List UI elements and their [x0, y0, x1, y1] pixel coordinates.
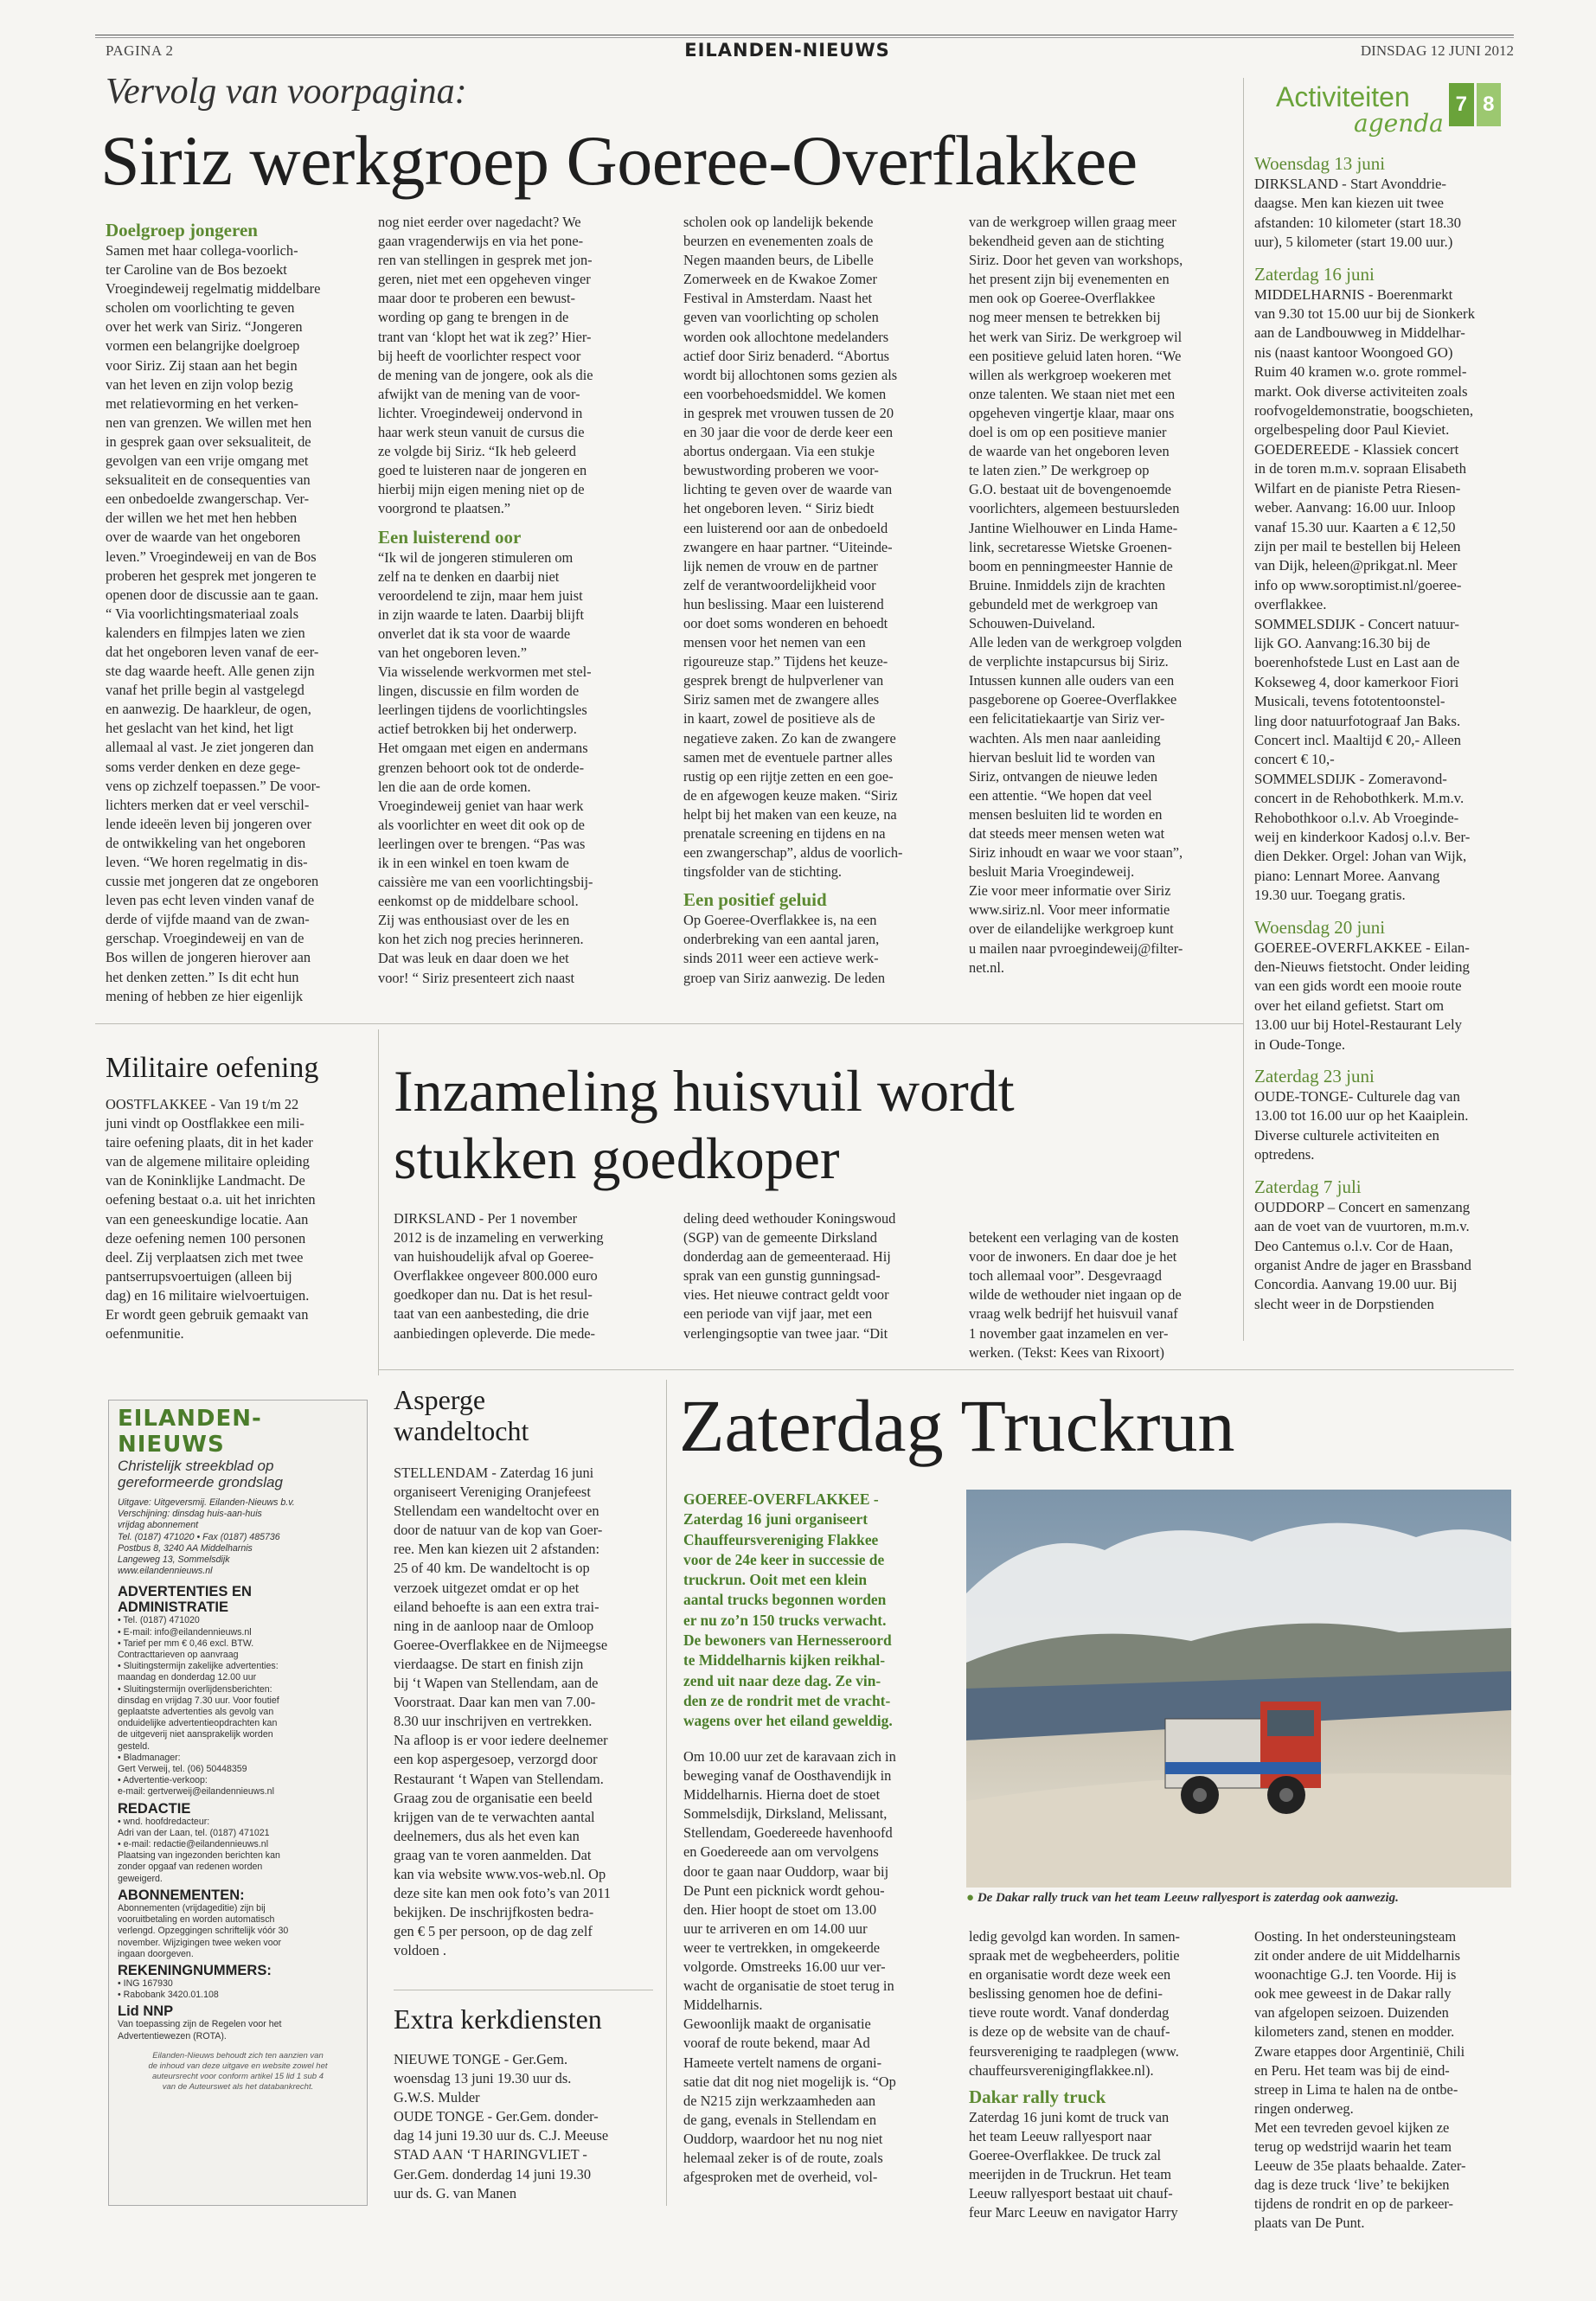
siriz-col-4 — [969, 213, 1233, 1015]
truckrun-col-2 — [969, 1927, 1233, 2221]
colofon-heading-ads: ADVERTENTIES EN ADMINISTRATIE — [118, 1584, 252, 1616]
colofon-rekening: • ING 167930 • Rabobank 3420.01.108 — [118, 1977, 219, 2001]
agenda-list — [1254, 145, 1514, 1314]
colofon-heading-abonnementen: ABONNEMENTEN: — [118, 1887, 245, 1903]
top-rule-thin — [95, 37, 1514, 38]
agenda-day: Zaterdag 16 juni — [1254, 263, 1375, 285]
huisvuil-headline: Inzameling huisvuil wordt stukken goedkoper — [394, 1058, 1015, 1191]
truckrun-headline: Zaterdag Truckrun — [679, 1384, 1235, 1467]
agenda-body: GOEREE-OVERFLAKKEE - Eilan- den-Nieuws fietstocht. Onder leiding van een gids wordt een mooie route over het eiland gefietst. Start om 13.00 uur bij Hotel-Restaurant Lely in Oude-Tonge. — [1254, 939, 1470, 1053]
agenda-body: OUDDORP – Concert en samenzang aan de voet van de vuurtoren, m.m.v. Deo Cantemus o.l.v. Cor de Haan, organist Andre de jager en Brassband Concordia. Aanvang 19.00 uur. Bij slecht weer in de Dorpstienden — [1254, 1198, 1471, 1312]
masthead: EILANDEN-NIEUWS — [684, 40, 890, 61]
huisvuil-text-3: betekent een verlaging van de kosten voor de inwoners. En daar doe je het toch allemaal voor”. Desgevraagd wilde de wethouder niet ingaan op de vraag welk bedrijf het huisvuil vanaf 1 november gaat inzamelen en ver- werken. (Tekst: Kees van Rixoort) — [969, 1229, 1182, 1361]
agenda-logo-bottom: agenda — [1354, 109, 1444, 138]
truckrun-text-2a: ledig gevolgd kan worden. In samen- spraak met de wegbeheerders, politie en organisatie wordt deze week een beslissing genomen hoe de defini- tieve route wordt. Vanaf donderdag is deze op de website van de chauf- feursvereniging te raadplegen (www. chauffeursverenigingflakkee.nl). — [969, 1928, 1180, 2079]
agenda-day: Zaterdag 7 juli — [1254, 1176, 1362, 1197]
agenda-logo — [1250, 78, 1518, 147]
colofon-intro: Uitgave: Uitgeversmij. Eilanden-Nieuws b.v. Verschijning: dinsdag huis-aan-huis vrijdag abonnement Tel. (0187) 471020 • Fax (0187) 485736 Postbus 8, 3240 AA Middelharnis Langeweg 13, Sommelsdijk www.eilandennieuws.nl — [118, 1497, 295, 1577]
truckrun-lead: GOEREE-OVERFLAKKEE - Zaterdag 16 juni organiseert Chauffeursvereniging Flakkee voor de 24e keer in successie de truckrun. Ooit met een klein aantal trucks begonnen worden er nu zo’n 150 trucks verwacht. De bewoners van Hernesseroord te Middelharnis kijken reikhal- zend uit naar deze dag. Ze vin- den ze de rondrit met de vracht- wagens over het eiland geweldig. — [683, 1490, 893, 1730]
siriz-text-1: Samen met haar collega-voorlich- ter Caroline van de Bos bezoekt Vroegindeweij regelmatig middelbare scholen om voorlichting te geven over het werk van Siriz. “Jongeren vormen een belangrijke doelgroep voor Siriz. Zij staan aan het begin van het leven en zijn volop bezig met relatievorming en het verken- nen van grenzen. We willen met hen in gesprek gaan over seksualiteit, de gevolgen van een vrije omgang met seksualiteit en de consequenties van een onbedoelde zwangerschap. Ver- der willen we het met hen hebben over de waarde van het ongeboren leven.” Vroegindeweij en van de Bos proberen het gesprek met jongeren te openen door de discussie aan te gaan. “ Via voorlichtingsmateriaal zoals kalenders en filmpjes laten we zien dat het ongeboren leven vanaf de eer- ste dag waarde heeft. Alle genen zijn vanaf het prille begin al vastgelegd en aanwezig. De haarkleur, de ogen, het geslacht van het kind, het ligt allemaal al vast. Je ziet jongeren dan soms verder denken en deze gege- vens op zichzelf toepassen.” De voor- lichters merken dat er veel verschil- lende ideeën leven bij jongeren over de ontwikkeling van het ongeboren leven. “We horen regelmatig in dis- cussie met jongeren dat ze ongeboren leven pas echt leven vinden vanaf de derde of vijfde maand van de zwan- gerschap. Vroegindeweij en van de Bos willen de jongeren hierover aan het denken zetten.” Is dit echt hun mening of hebben ze hier eigenlijk — [106, 242, 321, 1004]
siriz-headline: Siriz werkgroep Goeree-Overflakkee — [100, 121, 1138, 200]
colofon-redactie: • wnd. hoofdredacteur: Adri van der Laan, tel. (0187) 471021 • e-mail: redactie@eilandennieuws.nl Plaatsing van ingezonden berichten kan zonder opgaaf van redenen worden geweigerd. — [118, 1816, 280, 1884]
kerk-title: Extra kerkdiensten — [394, 2003, 602, 2035]
colofon-box — [108, 1400, 368, 2206]
agenda-entry — [1254, 152, 1514, 253]
siriz-text-2b: “Ik wil de jongeren stimuleren om zelf na te denken en daarbij niet veroordelend te zijn, maar hem juist in zijn waarde te laten. Daarbij blijft onverlet dat ik sta voor de waarde van het ongeboren leven.” Via wisselende werkvormen met stel- lingen, discussie en film worden de leerlingen tijdens de voorlichtingsles actief betrokken bij het onderwerp. Het omgaan met eigen en andermans grenzen behoort ook tot de onderde- len die aan de orde komen. Vroegindeweij geniet van haar werk als voorlichter en weet dit ook op de leerlingen over te brengen. “Pas was ik in een winkel en toen kwam de caissière me van een voorlichtingsbij- eenkomst op de middelbare school. Zij was enthousiast over de les en kon het zich nog precies herinneren. Dat was leuk en daar doen we het voor! “ Siriz presenteert zich naast — [378, 548, 593, 986]
agenda-body: DIRKSLAND - Start Avonddrie- daagse. Men kan kiezen uit twee afstanden: 10 kilometer (start 18.30 uur), 5 kilometer (start 19.00 uur.) — [1254, 176, 1462, 251]
colofon-footer: Eilanden-Nieuws behoudt zich ten aanzien van de inhoud van deze uitgave en website zowel het auteursrecht voor conform artikel 15 lid 1 sub 4 van de Auteurswet als het databankrecht. — [148, 2050, 328, 2092]
calendar-day-2: 8 — [1477, 83, 1502, 126]
siriz-text-2a: nog niet eerder over nagedacht? We gaan vragenderwijs en via het pone- ren van stellingen in gesprek met jon- geren, niet met een opgeheven vinger maar door te proberen een bewust- wording op gang te brengen in de trant van ‘klopt het wat ik zeg?’ Hier- bij heeft de voorlichter respect voor de mening van de jongere, ook als die afwijkt van de mening van de voor- lichter. Vroegindeweij ondervond in haar werk steun vanuit de cursus die ze volgde bij Siriz. “Ik heb geleerd goed te luisteren naar de jongeren en hierbij mijn eigen mening niet op de voorgrond te plaatsen.” — [378, 214, 593, 517]
column-rule-2 — [666, 1380, 667, 2206]
truckrun-subhead: Dakar rally truck — [969, 2086, 1106, 2107]
agenda-entry — [1254, 1176, 1514, 1314]
siriz-subhead-3: Een positief geluid — [683, 889, 827, 911]
agenda-entry — [1254, 916, 1514, 1054]
siriz-subhead-1: Doelgroep jongeren — [106, 220, 258, 240]
siriz-col-2 — [378, 213, 651, 1015]
truck-photo-image — [966, 1490, 1511, 1888]
truckrun-col-1: Om 10.00 uur zet de karavaan zich in beweging vanaf de Oosthavendijk in Middelharnis. Hierna doet de stoet Sommelsdijk, Dirksland, Melissant, Stellendam, Goedereede havenhoofd en Goedereede aan om vervolgens door te gaan naar Ouddorp, waar bij De Punt een picknick wordt gehou- den. Hier hoopt de stoet om 13.00 uur te arriveren en om 14.00 uur weer te vertrekken, in omgekeerde volgorde. Omstreeks 16.00 uur ver- wacht de organisatie de stoet terug in Middelharnis. Gewoonlijk maakt de organisatie vooraf de route bekend, maar Ad Hameete vertelt namens de organi- satie dat dit nog niet mogelijk is. “Op de N215 zijn werkzaamheden aan de gang, evenals in Stellendam en Ouddorp, waardoor het nu nog niet helemaal zeker is of de route, zoals afgesproken met de overheid, vol- — [683, 1748, 896, 2186]
agenda-entry — [1254, 263, 1514, 906]
militaire-title: Militaire oefening — [106, 1052, 319, 1084]
agenda-day: Zaterdag 23 juni — [1254, 1066, 1375, 1087]
huisvuil-col-2: deling deed wethouder Koningswoud (SGP) van de gemeente Dirksland donderdag aan de gemeenteraad. Hij sprak van een gunstig gunningsad- vies. Het nieuwe contract geldt voor een periode van vijf jaar, met een verlengingsoptie van twee jaar. “Dit — [683, 1210, 896, 1342]
truckrun-col-3: Oosting. In het ondersteuningsteam zit onder andere de uit Middelharnis woonachtige G.J. ten Voorde. Hij is ook mee geweest in de Dakar rally van afgelopen seizoen. Duizenden kilometers zand, stenen en modder. Zware etappes door Argentinië, Chili en Peru. Het team was bij de eind- streep in Lima te halen na de ontbe- ringen onderweg. Met een tevreden gevoel kijken ze terug op wedstrijd waarin het team Leeuw de 35e plaats behaalde. Zater- dag is deze truck ‘live’ te bekijken tijdens de rondrit en op de parkeer- plaats van De Punt. — [1254, 1928, 1466, 2232]
caption-bullet-icon: ● — [966, 1891, 977, 1905]
agenda-day: Woensdag 13 juni — [1254, 153, 1386, 174]
page-number: PAGINA 2 — [106, 42, 174, 59]
column-rule — [378, 1029, 379, 1375]
siriz-kicker: Vervolg van voorpagina: — [106, 72, 467, 112]
siriz-text-3a: scholen ook op landelijk bekende beurzen en evenementen zoals de Negen maanden beurs, de Libelle Zomerweek en de Kwakoe Zomer Festival in Amsterdam. Naast het geven van voorlichting op scholen worden ook allochtone medelanders actief door Siriz benaderd. “Abortus wordt bij allochtonen soms gezien als een voorbehoedsmiddel. We komen in gesprek met vrouwen tussen de 20 en 30 jaar die voor de derde keer een abortus ondergaan. Via een stukje bewustwording proberen we voor- lichting te geven over de waarde van het ongeboren leven. “ Siriz biedt een luisterend oor aan de onbedoeld zwangere en haar partner. “Uiteinde- lijk nemen de vrouw en de partner zelf de verantwoordelijkheid voor hun beslissing. Maar een luisterend oor doet soms wonderen en behoedt mensen voor het nemen van een rigoureuze stap.” Tijdens het keuze- gesprek brengt de hulpverlener van Siriz samen met de zwangere alles in kaart, zowel de positieve als de negatieve zaken. Zo kan de zwangere samen met de eventuele partner alles rustig op een rijtje zetten en een goe- de en afgewogen keuze maken. “Siriz helpt bij het maken van een keuze, na prenatale screening en tijdens en na een zwangerschap”, aldus de voorlich- tingsfolder van de stichting. — [683, 214, 903, 881]
colofon-tagline: Christelijk streekblad op gereformeerde grondslag — [118, 1458, 283, 1490]
agenda-body: OUDE-TONGE- Culturele dag van 13.00 tot 16.00 uur op het Kaaiplein. Diverse culturele activiteiten en optredens. — [1254, 1088, 1469, 1163]
kerk-body: NIEUWE TONGE - Ger.Gem. woensdag 13 juni 19.30 uur ds. G.W.S. Mulder OUDE TONGE - Ger.Gem. donder- dag 14 juni 19.30 uur ds. C.J. Meeuse STAD AAN ‘T HARINGVLIET - Ger.Gem. donderdag 14 juni 19.30 uur ds. G. van Manen — [394, 2051, 609, 2202]
issue-date: DINSDAG 12 JUNI 2012 — [1360, 42, 1514, 59]
colofon-nnp: Van toepassing zijn de Regelen voor het Advertentiewezen (ROTA). — [118, 2019, 282, 2041]
agenda-logo-top: Activiteiten — [1276, 81, 1410, 112]
truck-photo — [966, 1490, 1511, 1888]
photo-caption — [966, 1891, 1511, 1906]
colofon-ads: • Tel. (0187) 471020 • E-mail: info@eilandennieuws.nl • Tarief per mm € 0,46 excl. BTW. Contracttarieven op aanvraag • Sluitingstermijn zakelijke advertenties: maandag en donderdag 12.00 uur • Sluitingstermijn overlijdensberichten: dinsdag en vrijdag 7.30 uur. Voor foutief geplaatste advertenties als gevolg van onduidelijke advertentieopdrachten kan de uitgeverij niet aansprakelijk worden gesteld. • Bladmanager: Gert Verweij, tel. (06) 50448359 • Advertentie-verkoop: e-mail: gertverweij@eilandennieuws.nl — [118, 1615, 279, 1798]
colofon-abonnementen: Abonnementen (vrijdageditie) zijn bij vooruitbetaling en worden automatisch verlengd. Opzeggingen schriftelijk vóór 30 november. Wijzigingen twee weken voor ingaan doorgeven. — [118, 1902, 289, 1959]
colofon-heading-rekening: REKENINGNUMMERS: — [118, 1962, 272, 1978]
colofon-masthead: EILANDEN-NIEUWS — [118, 1406, 262, 1458]
agenda-day: Woensdag 20 juni — [1254, 916, 1386, 938]
agenda-divider — [1243, 78, 1244, 1341]
huisvuil-col-3 — [969, 1209, 1233, 1361]
colofon-heading-nnp: Lid NNP — [118, 2003, 174, 2020]
siriz-subhead-2: Een luisterend oor — [378, 526, 522, 548]
agenda-body: MIDDELHARNIS - Boerenmarkt van 9.30 tot 15.00 uur bij de Sionkerk aan de Landbouwweg in Middelhar- nis (naast kantoor Woongoed GO) Ruim 40 kramen w.o. grote rommel- markt. Ook diverse activiteiten zoals roofvogeldemonstratie, boogschieten, orgelbespeling door Paul Kieviet. GOEDEREEDE - Klassiek concert in de toren m.m.v. sopraan Elisabeth Wilfart en de pianiste Petra Riesen- weber. Aanvang: 16.00 uur. Inloop vanaf 15.30 uur. Kaarten a € 12,50 zijn per mail te bestellen bij Heleen van Dijk, heleen@prikgat.nl. Meer info op www.soroptimist.nl/goeree- overflakkee. SOMMELSDIJK - Concert natuur- lijk GO. Aanvang:16.30 bij de boerenhofstede Lust en Last aan de Kokseweg 4, door kamerkoor Fiori Musicali, tevens fototentoonstel- ling door natuurfotograaf Jan Baks. Concert incl. Maaltijd € 20,- Alleen concert € 10,- SOMMELSDIJK - Zomeravond- concert in de Rehobothkerk. M.m.v. Rehobothkoor o.l.v. Ab Vroeginde- weij en kinderkoor Kadosj o.l.v. Ber- dien Dekker. Orgel: Johan van Wijk, piano: Lennart Moree. Aanvang 19.30 uur. Toegang gratis. — [1254, 285, 1475, 904]
truckrun-text-2b: Zaterdag 16 juni komt de truck van het team Leeuw rallyesport naar Goeree-Overflakkee. De truck zal meerijden in de Truckrun. Het team Leeuw rallyesport bestaat uit chauf- feur Marc Leeuw en navigator Harry — [969, 2108, 1178, 2221]
colofon-heading-redactie: REDACTIE — [118, 1800, 191, 1817]
asperge-body: STELLENDAM - Zaterdag 16 juni organiseert Vereniging Oranjefeest Stellendam een wandeltocht over en door de natuur van de kop van Goer- ree. Men kan kiezen uit 2 afstanden: 25 of 40 km. De wandeltocht is op verzoek uitgezet omdat er op het eiland behoefte is aan een extra trai- ning in de aanloop naar de Omloop Goeree-Overflakkee en de Nijmeegse vierdaagse. De start en finish zijn bij ‘t Wapen van Stellendam, aan de Voorstraat. Daar kan men van 7.00- 8.30 uur inschrijven en vertrekken. Na afloop is er voor iedere deelnemer een kop aspergesoep, verzorgd door Restaurant ‘t Wapen van Stellendam. Graag zou de organisatie een beeld krijgen van de te verwachten aantal deelnemers, dus als het even kan graag van te voren aanmelden. Dat kan via website www.vos-web.nl. Op deze site kan men ook foto’s van 2011 bekijken. De inschrijfkosten bedra- gen € 5 per persoon, op de dag zelf voldoen . — [394, 1465, 612, 1959]
section-rule-2 — [378, 1369, 1514, 1370]
agenda-entry — [1254, 1065, 1514, 1165]
caption-text: De Dakar rally truck van het team Leeuw rallyesport is zaterdag ook aanwezig. — [977, 1891, 1399, 1905]
militaire-body: OOSTFLAKKEE - Van 19 t/m 22 juni vindt op Oostflakkee een mili- taire oefening plaats, dit in het kader van de algemene militaire opleiding van de Koninklijke Landmacht. De oefening bestaat o.a. uit het inrichten van een geneeskundige locatie. Aan deze oefening nemen 100 personen deel. Zij verplaatsen zich met twee pantserrupsvoertuigen (alleen bij dag) en 16 militaire wielvoertuigen. Er wordt geen gebruik gemaakt van oefenmunitie. — [106, 1096, 316, 1343]
siriz-text-4: van de werkgroep willen graag meer bekendheid geven aan de stichting Siriz. Door het geven van workshops, het present zijn bij evenementen en men ook op Goeree-Overflakkee nog meer mensen te betrekken bij het werk van Siriz. De werkgroep wil een positieve geluid laten horen. “We willen als werkgroep woekeren met onze talenten. We staan niet met een opgeheven vingertje klaar, maar ons doel is om op een positieve manier de waarde van het ongeboren leven te laten zien.” De werkgroep op G.O. bestaat uit de bovengenoemde voorlichters, algemeen bestuursleden Jantine Wielhouwer en Linda Hame- link, secretaresse Wietske Groenen- boom en penningmeester Hannie de Bruine. Inmiddels zijn de krachten gebundeld met de werkgroep van Schouwen-Duiveland. Alle leden van de werkgroep volgden de verplichte instapcursus bij Siriz. Intussen kunnen alle ouders van een pasgeborene op Goeree-Overflakkee een felicitatiekaartje van Siriz ver- wachten. Als men naar aanleiding hiervan besluit lid te worden van Siriz, ontvangen de nieuwe leden een attentie. “We hopen dat veel mensen besluiten lid te worden en dat steeds meer mensen weten wat Siriz inhoudt en waar we voor staan”, besluit Maria Vroegindeweij. Zie voor meer informatie over Siriz www.siriz.nl. Voor meer informatie over de eilandelijke werkgroep kunt u mailen naar pvroegindeweij@filter- net.nl. — [969, 214, 1183, 976]
siriz-col-3 — [683, 213, 956, 1015]
huisvuil-col-1: DIRKSLAND - Per 1 november 2012 is de inzameling en verwerking van huishoudelijk afval op Goeree- Overflakkee ongeveer 800.000 euro goedkoper dan nu. Dat is het resul- taat van een aanbesteding, die drie aanbiedingen opleverde. Die mede- — [394, 1210, 604, 1342]
calendar-day-1: 7 — [1449, 83, 1474, 126]
siriz-col-1 — [106, 219, 365, 1015]
calendar-icon — [1449, 83, 1501, 126]
section-rule — [95, 1023, 1243, 1024]
asperge-title: Asperge wandeltocht — [394, 1384, 529, 1446]
siriz-text-3b: Op Goeree-Overflakkee is, na een onderbreking van een aantal jaren, sinds 2011 weer een actieve werk- groep van Siriz aanwezig. De leden — [683, 912, 886, 986]
